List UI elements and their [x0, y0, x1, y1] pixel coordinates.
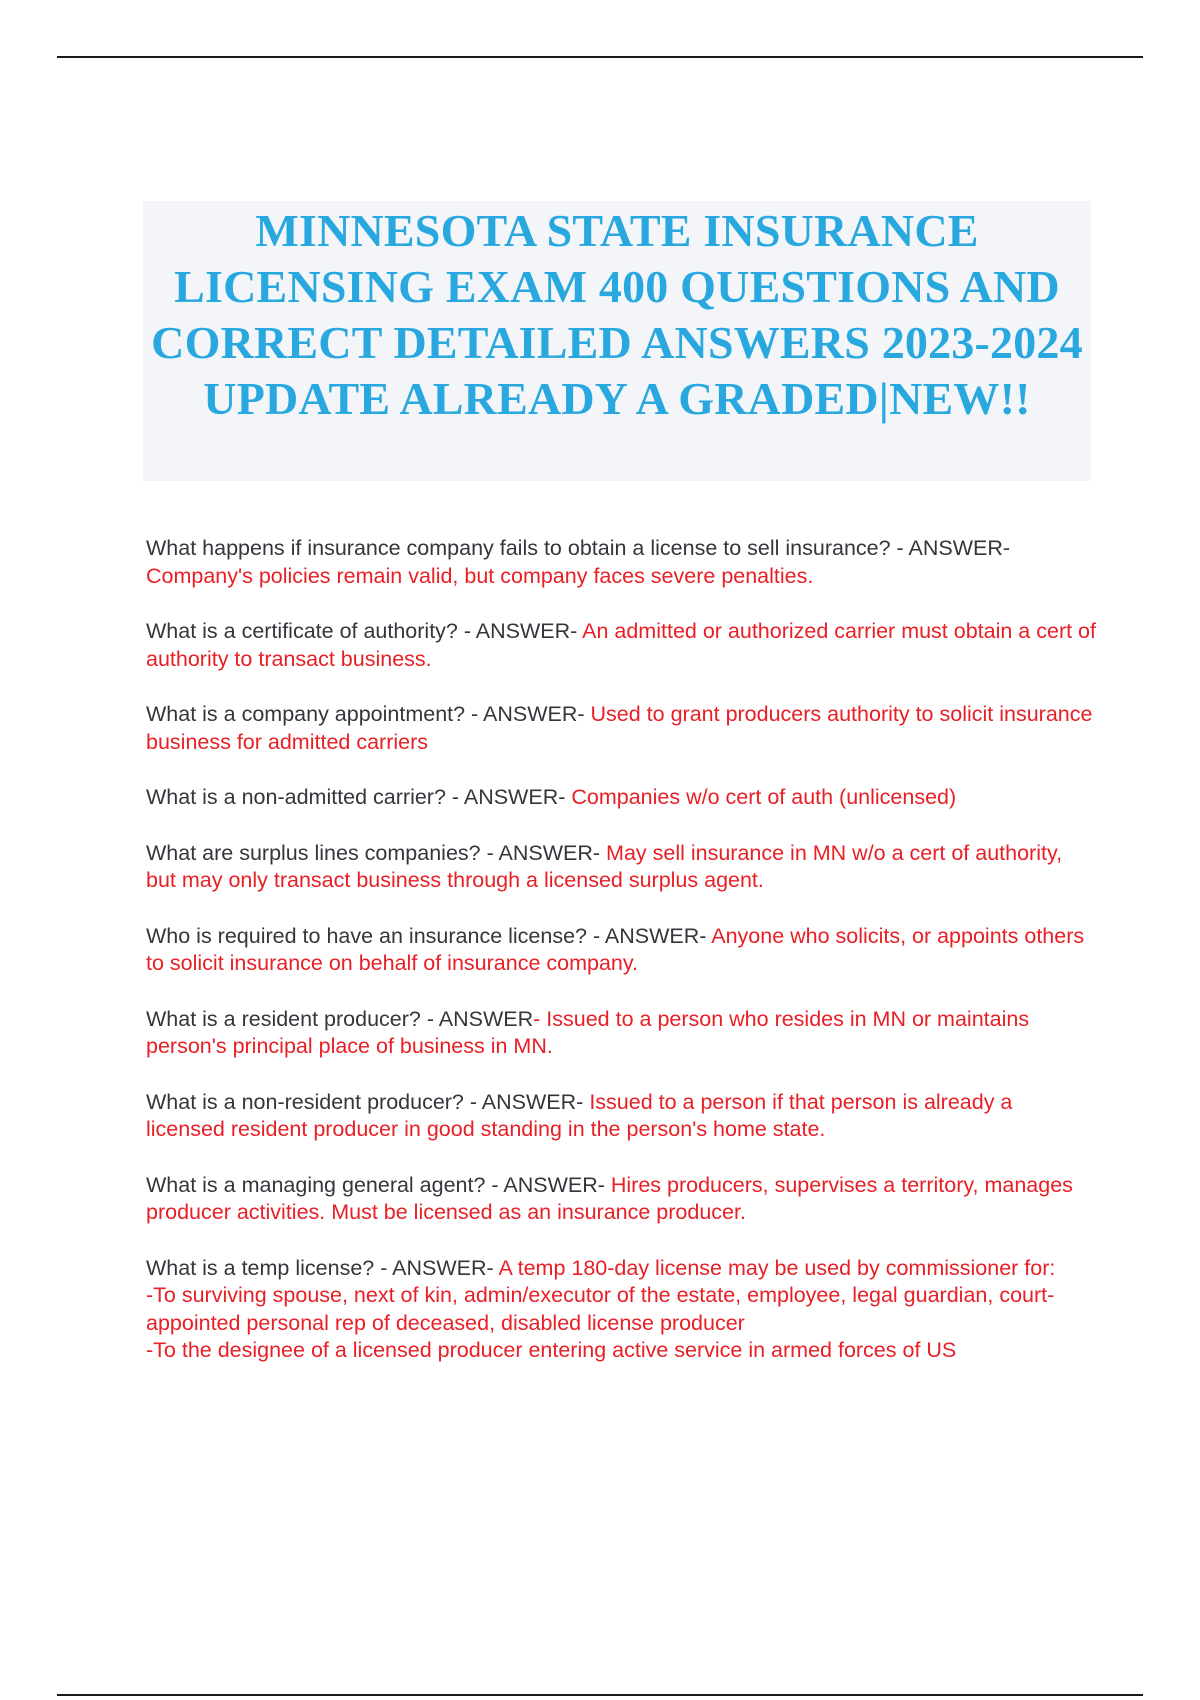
qa-list [146, 535, 1102, 1393]
top-divider [57, 56, 1143, 58]
answer-text: Issued to a person if that person is already a licensed resident producer in good standing in the person's home state. [146, 1089, 1019, 1141]
qa-item-8 [146, 1089, 1096, 1144]
question-text: What is a certificate of authority? - ANSWER- [146, 619, 583, 643]
answer-text: - Issued to a person who resides in MN or maintains person's principal place of business in MN. [146, 1006, 1036, 1058]
question-text: What is a non-resident producer? - ANSWER- [146, 1089, 590, 1114]
qa-item-4 [146, 784, 1096, 812]
question-text: What is a temp license? - ANSWER- [146, 1255, 499, 1280]
answer-text: Used to grant producers authority to solicit insurance business for admitted carriers [146, 702, 1099, 754]
question-text: What is a resident producer? - ANSWER [146, 1006, 534, 1031]
question-text: What are surplus lines companies? - ANSWER- [146, 840, 607, 865]
answer-text: Companies w/o cert of auth (unlicensed) [571, 785, 957, 809]
bottom-divider [57, 1694, 1143, 1696]
qa-item-3 [146, 701, 1099, 756]
question-text: What happens if insurance company fails to obtain a license to sell insurance? - ANSWER- [146, 536, 1016, 560]
qa-item-2 [146, 618, 1102, 673]
question-text: What is a non-admitted carrier? - ANSWER- [146, 785, 572, 809]
qa-item-9 [146, 1172, 1096, 1227]
answer-text: May sell insurance in MN w/o a cert of authority, but may only transact business through a licensed surplus agent. [146, 840, 1069, 892]
qa-item-5 [146, 840, 1096, 895]
answer-text: Anyone who solicits, or appoints others to solicit insurance on behalf of insurance company. [146, 923, 1091, 975]
document-title: MINNESOTA STATE INSURANCE LICENSING EXAM 400 QUESTIONS AND CORRECT DETAILED ANSWERS 2023-2024 UPDATE ALREADY A GRADED|NEW!! [151, 205, 1083, 424]
title-banner [143, 201, 1091, 481]
qa-item-7 [146, 1006, 1096, 1061]
answer-text: An admitted or authorized carrier must obtain a cert of authority to transact business. [146, 619, 1102, 671]
answer-text: Company's policies remain valid, but company faces severe penalties. [146, 563, 814, 588]
qa-item-10 [146, 1255, 1096, 1365]
question-text: What is a company appointment? - ANSWER- [146, 702, 591, 726]
question-text: What is a managing general agent? - ANSWER- [146, 1172, 611, 1197]
question-text: Who is required to have an insurance license? - ANSWER- [146, 923, 712, 948]
answer-text: Hires producers, supervises a territory, manages producer activities. Must be licensed as an insurance producer. [146, 1172, 1079, 1224]
answer-text: A temp 180-day license may be used by commissioner for: -To surviving spouse, next of kin, admin/executor of the estate, employee, legal guardian, court-appointed personal rep of deceased, disabled license producer -To the designee of a licensed producer entering active service in armed forces of US [146, 1255, 1056, 1362]
qa-item-1 [146, 535, 1096, 590]
qa-item-6 [146, 923, 1096, 978]
